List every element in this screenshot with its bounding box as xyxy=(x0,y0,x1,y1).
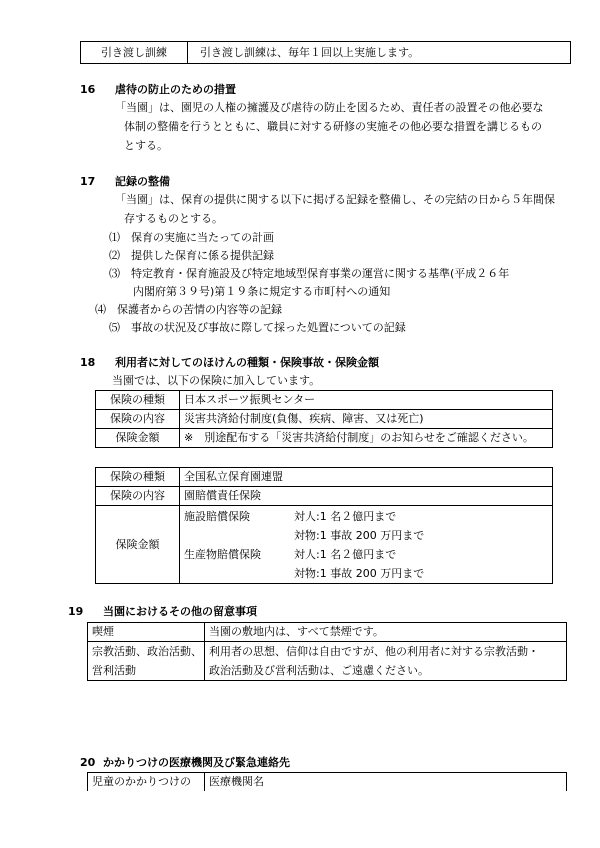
section-18-title: 利用者に対してのほけんの種類・保険事故・保険金額 xyxy=(115,356,379,369)
activities-value-1: 利用者の思想、信仰は自由ですが、他の利用者に対する宗教活動・ xyxy=(209,645,539,658)
product-property-value: 対物:1 事故 200 万円まで xyxy=(294,567,425,580)
facility-person-row xyxy=(184,507,548,526)
insurance-1-amount-value: ※ 別途配布する「災害共済給付制度」のお知らせをご確認ください。 xyxy=(180,429,553,448)
activities-label-1: 宗教活動、政治活動、 xyxy=(92,645,202,658)
section-17-item-3-cont: 内閣府第３９号)第１９条に規定する市町村への通知 xyxy=(133,285,391,298)
facility-liability-label: 施設賠償保険 xyxy=(184,510,250,523)
section-17-item-5: ⑸ 事故の状況及び事故に際して採った処置についての記録 xyxy=(109,321,406,334)
section-16-text-2: 体制の整備を行うとともに、職員に対する研修の実施その他必要な措置を講じるもの xyxy=(124,120,542,133)
section-17-item-4: ⑷ 保護者からの苦情の内容等の記録 xyxy=(95,303,282,316)
top-table-label: 引き渡し訓練 xyxy=(81,42,188,64)
section-20-number: 20 xyxy=(80,756,96,769)
product-person-row xyxy=(184,545,548,564)
activities-value-cell xyxy=(205,642,567,681)
activities-value-2: 政治活動及び営利活動は、ご遠慮ください。 xyxy=(209,664,429,677)
facility-property-row xyxy=(184,526,548,545)
section-18-number: 18 xyxy=(80,356,96,369)
section-18-intro: 当園では、以下の保険に加入しています。 xyxy=(112,374,321,387)
notes-table xyxy=(87,622,567,681)
insurance-2-type-value: 全国私立保育園連盟 xyxy=(180,468,553,487)
section-17-text-1: 「当園」は、保育の提供に関する以下に掲げる記録を整備し、その完結の日から５年間保 xyxy=(115,193,555,206)
insurance-2-content-value: 園賠償責任保険 xyxy=(180,487,553,506)
insurance-1-amount-label: 保険金額 xyxy=(96,429,180,448)
child-medical-label: 児童のかかりつけの xyxy=(88,773,205,791)
section-17-title: 記録の整備 xyxy=(115,175,170,188)
smoking-value: 当園の敷地内は、すべて禁煙です。 xyxy=(205,623,567,642)
insurance-2-content-label: 保険の内容 xyxy=(96,487,180,506)
insurance-table-2 xyxy=(95,467,553,584)
medical-table xyxy=(87,772,567,791)
section-16-text-1: 「当園」は、園児の人権の擁護及び虐待の防止を図るため、責任者の設置その他必要な xyxy=(115,101,544,114)
insurance-2-amount-cell xyxy=(180,506,553,584)
section-17-item-3: ⑶ 特定教育・保育施設及び特定地域型保育事業の運営に関する基準(平成２６年 xyxy=(109,267,510,280)
insurance-1-type-label: 保険の種類 xyxy=(96,391,180,410)
section-16-title: 虐待の防止のための措置 xyxy=(115,83,236,96)
section-20-title: かかりつけの医療機関及び緊急連絡先 xyxy=(103,756,290,769)
insurance-2-amount-label: 保険金額 xyxy=(96,506,180,584)
section-17-text-2: 存するものとする。 xyxy=(124,212,223,225)
product-person-value: 対人:1 名２億円まで xyxy=(294,548,397,561)
section-19-number: 19 xyxy=(68,605,84,618)
section-17-item-2: ⑵ 提供した保育に係る提供記録 xyxy=(109,249,274,262)
top-table-value: 引き渡し訓練は、毎年１回以上実施します。 xyxy=(188,42,571,64)
activities-label-2: 営利活動 xyxy=(92,664,136,677)
section-16-number: 16 xyxy=(80,83,96,96)
insurance-table-1 xyxy=(95,390,553,448)
section-17-number: 17 xyxy=(80,175,96,188)
medical-institution-label: 医療機関名 xyxy=(205,773,567,791)
insurance-1-content-value: 災害共済給付制度(負傷、疾病、障害、又は死亡) xyxy=(180,410,553,429)
top-table xyxy=(80,41,571,64)
section-16-text-3: とする。 xyxy=(124,139,168,152)
insurance-1-content-label: 保険の内容 xyxy=(96,410,180,429)
product-property-row xyxy=(184,564,548,583)
activities-label-cell xyxy=(88,642,205,681)
facility-person-value: 対人:1 名２億円まで xyxy=(294,510,397,523)
smoking-label: 喫煙 xyxy=(88,623,205,642)
section-19-title: 当園におけるその他の留意事項 xyxy=(103,605,257,618)
facility-property-value: 対物:1 事故 200 万円まで xyxy=(294,529,425,542)
insurance-2-type-label: 保険の種類 xyxy=(96,468,180,487)
insurance-1-type-value: 日本スポーツ振興センター xyxy=(180,391,553,410)
section-17-item-1: ⑴ 保育の実施に当たっての計画 xyxy=(109,231,274,244)
product-liability-label: 生産物賠償保険 xyxy=(184,548,261,561)
